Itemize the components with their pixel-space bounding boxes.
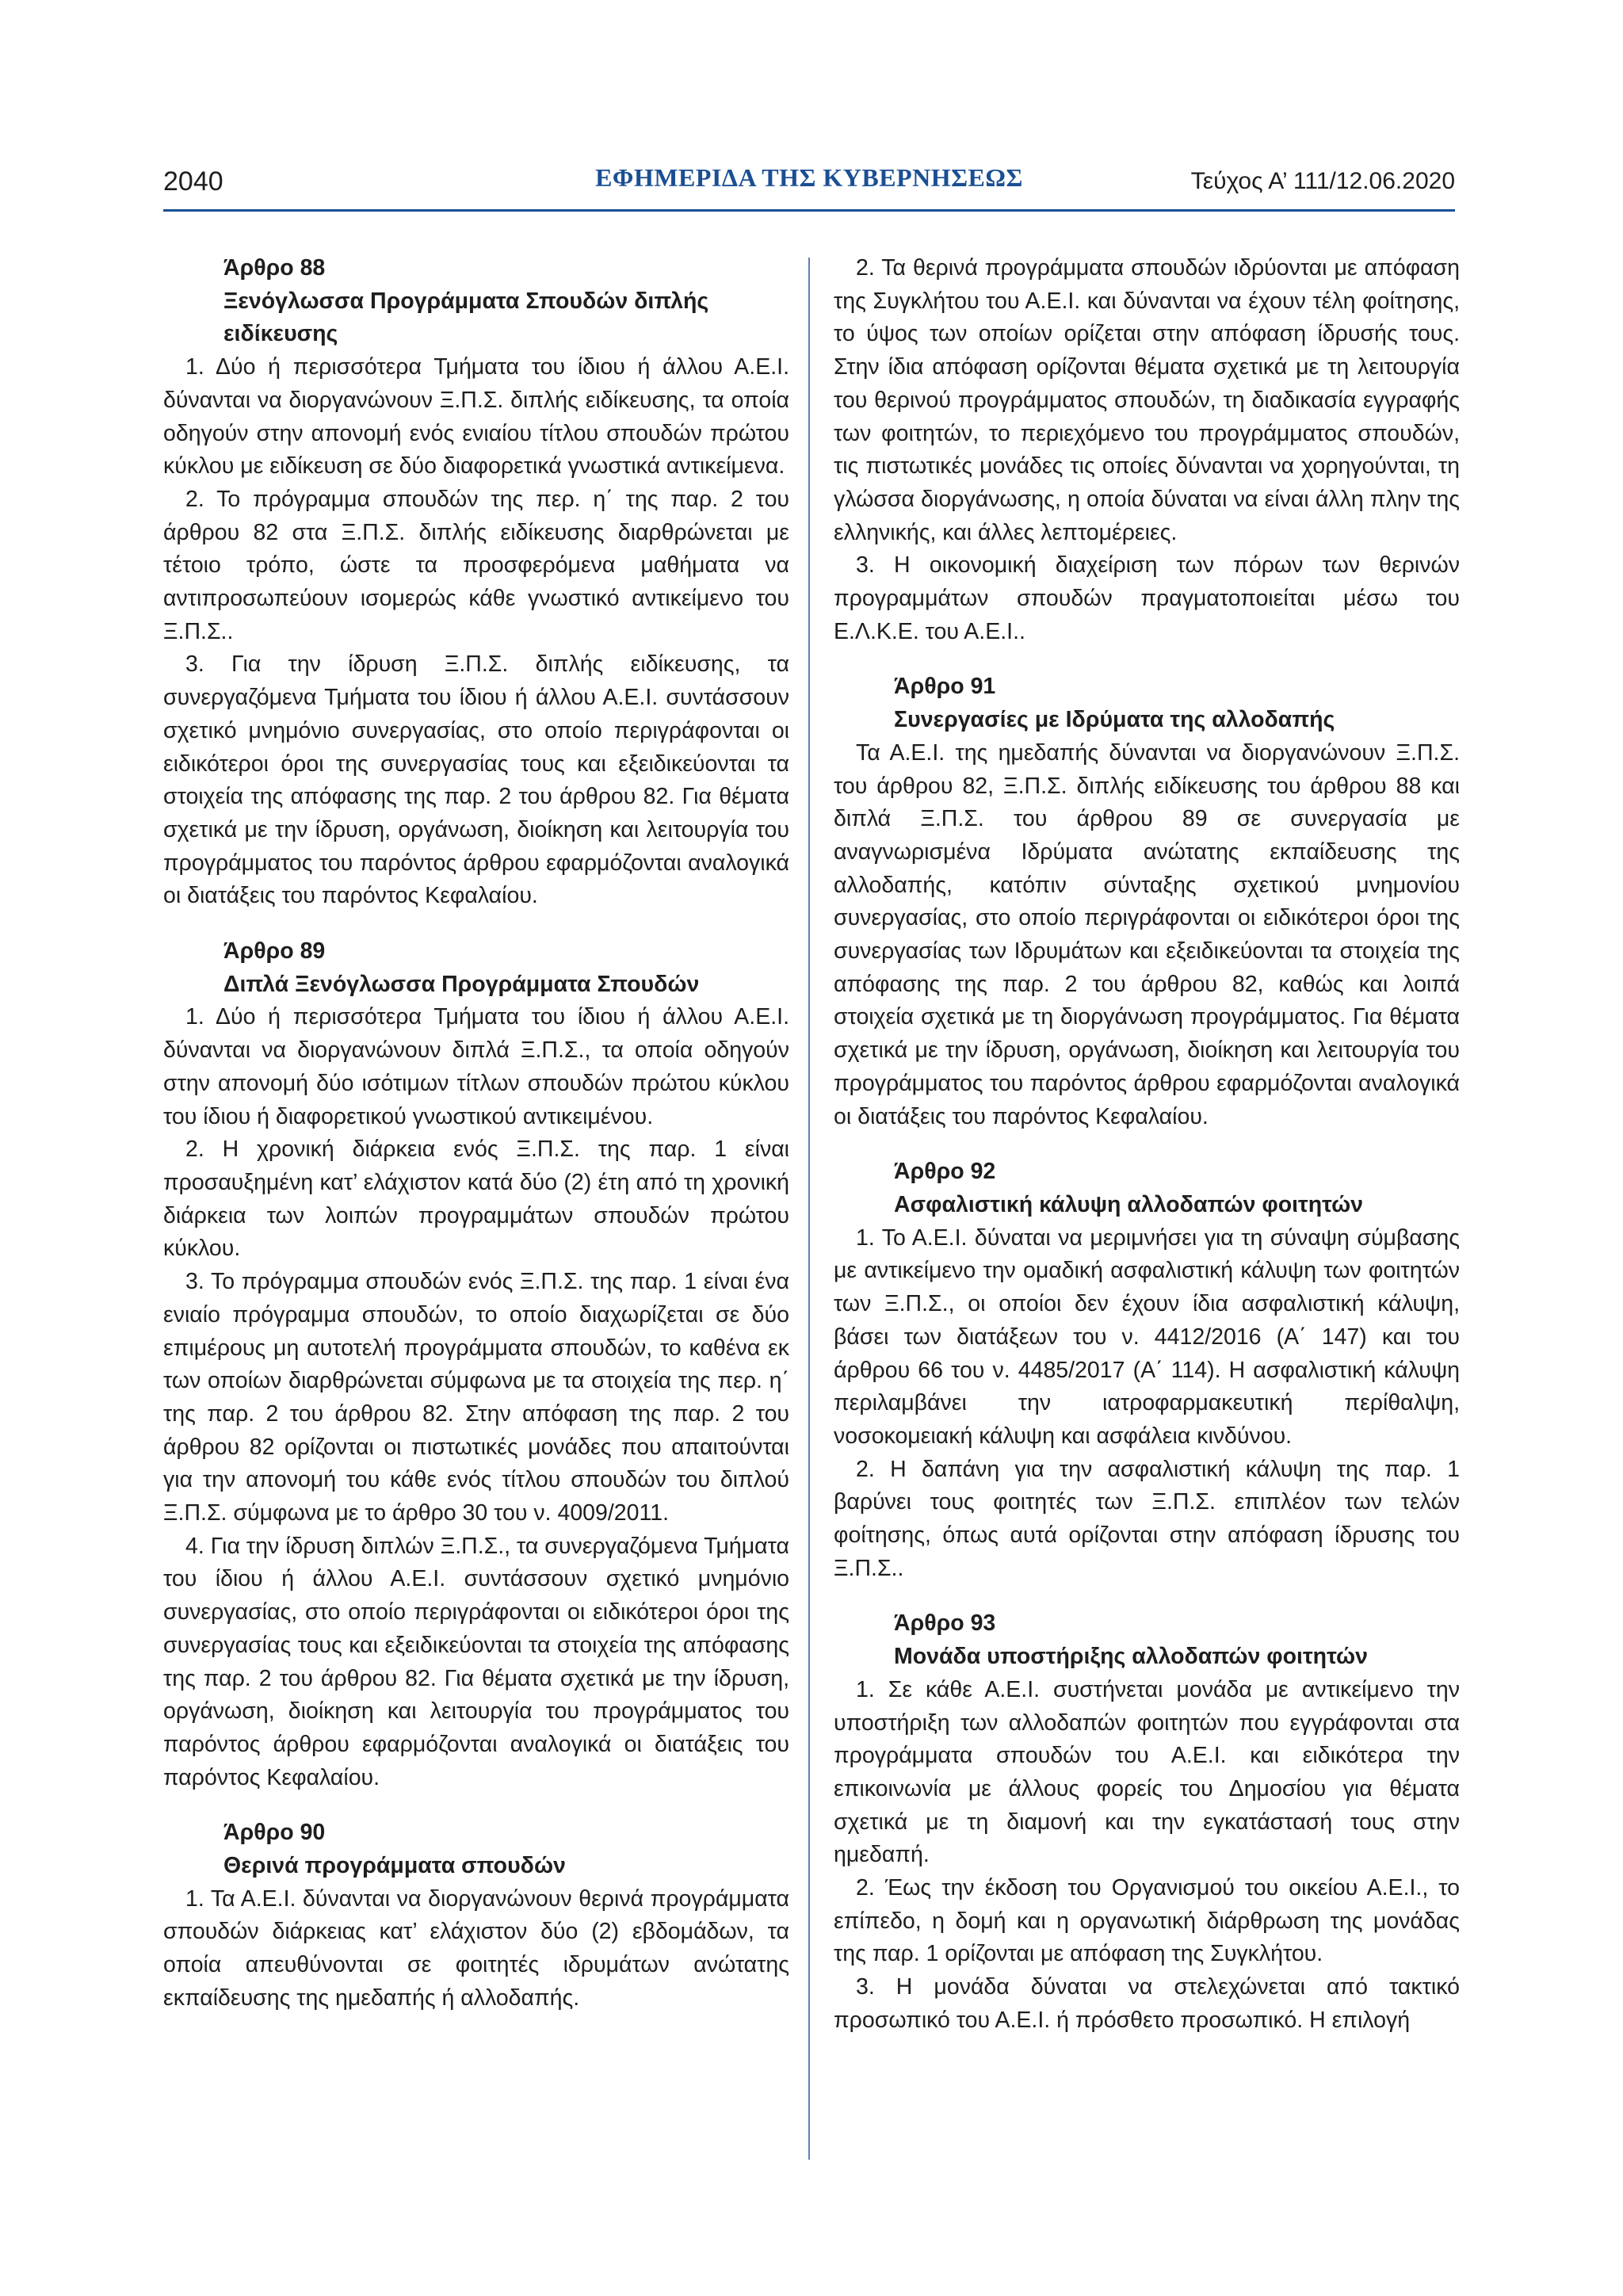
left-column — [163, 252, 789, 2015]
article-92 — [834, 1156, 1460, 1585]
article-title: Μονάδα υποστήριξης αλλοδαπών φοιτητών — [894, 1644, 1368, 1670]
paragraph: 3. Το πρόγραμμα σπουδών ενός Ξ.Π.Σ. της παρ. 1 είναι ένα ενιαίο πρόγραμμα σπουδών, το οποίο διαχωρίζεται σε δύο επιμέρους μη αυτοτελή προγράμματα σπουδών, το καθένα εκ των οποίων διαρθρώνεται σύμφωνα με τα στοιχεία της περ. η΄ της παρ. 2 του άρθρου 82. Στην απόφαση της παρ. 2 του άρθρου 82 ορίζονται οι πιστωτικές μονάδες που απαιτούνται για την απονομή του κάθε ενός τίτλου σπουδών του διπλού Ξ.Π.Σ. σύμφωνα με το άρθρο 30 του ν. 4009/2011. — [163, 1269, 789, 1526]
paragraph: 1. Τα Α.Ε.Ι. δύνανται να διοργανώνουν θερινά προγράμματα σπουδών διάρκειας κατ’ ελάχιστον δύο (2) εβδομάδων, τα οποία απευθύνονται σε φοιτητές ιδρυμάτων ανώτατης εκπαίδευσης της ημεδαπής ή αλλοδαπής. — [163, 1885, 789, 2011]
article-number: Άρθρο 89 — [223, 938, 326, 965]
article-title: Θερινά προγράμματα σπουδών — [223, 1853, 566, 1879]
article-93 — [834, 1607, 1460, 2037]
paragraph: 1. Δύο ή περισσότερα Τμήματα του ίδιου ή άλλου Α.Ε.Ι. δύνανται να διοργανώνουν Ξ.Π.Σ. διπλής ειδίκευσης, τα οποία οδηγούν στην απονομή ενός ενιαίου τίτλου σπουδών πρώτου κύκλου με ειδίκευση σε δύο διαφορετικά γνωστικά αντικείμενα. — [163, 354, 789, 479]
article-title: Ασφαλιστική κάλυψη αλλοδαπών φοιτητών — [894, 1191, 1364, 1217]
article-title: Ξενόγλωσσα Προγράμματα Σπουδών διπλής ειδίκευσης — [223, 288, 709, 347]
gazette-title: ΕΦΗΜΕΡΙΔΑ ΤΗΣ ΚΥΒΕΡΝΗΣΕΩΣ — [595, 163, 1023, 192]
paragraph: 3. Για την ίδρυση Ξ.Π.Σ. διπλής ειδίκευσης, τα συνεργαζόμενα Τμήματα του ίδιου ή άλλου Α.Ε.Ι. συντάσσουν σχετικό μνημόνιο συνεργασίας, στο οποίο περιγράφονται οι ειδικότεροι όροι της συνεργασίας τους και εξειδικεύονται τα στοιχεία της απόφασης της παρ. 2 του άρθρου 82. Για θέματα σχετικά με την ίδρυση, οργάνωση, διοίκηση και λειτουργία του προγράμματος του παρόντος άρθρου εφαρμόζονται αναλογικά οι διατάξεις του παρόντος Κεφαλαίου. — [163, 651, 789, 909]
article-number: Άρθρο 93 — [894, 1610, 996, 1637]
right-column — [834, 252, 1460, 2038]
article-number: Άρθρο 88 — [223, 255, 326, 281]
paragraph: 3. Η μονάδα δύναται να στελεχώνεται από τακτικό προσωπικό του Α.Ε.Ι. ή πρόσθετο προσωπικό. Η επιλογή — [834, 1974, 1460, 2033]
article-91 — [834, 670, 1460, 1133]
page-header — [163, 155, 1455, 211]
paragraph: 1. Δύο ή περισσότερα Τμήματα του ίδιου ή άλλου Α.Ε.Ι. δύνανται να διοργανώνουν διπλά Ξ.Π.Σ., τα οποία οδηγούν στην απονομή δύο ισότιμων τίτλων σπουδών πρώτου κύκλου του ίδιου ή διαφορετικού γνωστικού αντικειμένου. — [163, 1004, 789, 1129]
article-90 — [163, 1817, 789, 2015]
paragraph: 3. Η οικονομική διαχείριση των πόρων των θερινών προγραμμάτων σπουδών πραγματοποιείται μέσω του Ε.Λ.Κ.Ε. του Α.Ε.Ι.. — [834, 552, 1460, 644]
article-title: Διπλά Ξενόγλωσσα Προγράμματα Σπουδών — [223, 971, 700, 997]
column-divider — [808, 258, 810, 2160]
paragraph: 1. Το Α.Ε.Ι. δύναται να μεριμνήσει για τη σύναψη σύμβασης με αντικείμενο την ομαδική ασφαλιστική κάλυψη των φοιτητών των Ξ.Π.Σ., οι οποίοι δεν έχουν ίδια ασφαλιστική κάλυψη, βάσει των διατάξεων του ν. 4412/2016 (Α΄ 147) και του άρθρου 66 του ν. 4485/2017 (Α΄ 114). Η ασφαλιστική κάλυψη περιλαμβάνει την ιατροφαρμακευτική περίθαλψη, νοσοκομειακή κάλυψη και ασφάλεια κινδύνου. — [834, 1224, 1460, 1449]
paragraph: 2. Το πρόγραμμα σπουδών της περ. η΄ της παρ. 2 του άρθρου 82 στα Ξ.Π.Σ. διπλής ειδίκευσης διαρθρώνεται με τέτοιο τρόπο, ώστε τα προσφερόμενα μαθήματα να αντιπροσωπεύουν ισομερώς κάθε γνωστικό αντικείμενο του Ξ.Π.Σ.. — [163, 486, 789, 644]
header-rule — [163, 209, 1455, 212]
article-90-continued — [834, 252, 1460, 648]
paragraph: 2. Τα θερινά προγράμματα σπουδών ιδρύονται με απόφαση της Συγκλήτου του Α.Ε.Ι. και δύνανται να έχουν τέλη φοίτησης, το ύψος των οποίων ορίζεται στην απόφαση ίδρυσής τους. Στην ίδια απόφαση ορίζονται θέματα σχετικά με τη λειτουργία του θερινού προγράμματος σπουδών, τη διαδικασία εγγραφής των φοιτητών, το περιεχόμενο του προγράμματος σπουδών, τις πιστωτικές μονάδες τις οποίες δύνανται να χορηγούνται, τη γλώσσα διοργάνωσης, η οποία δύναται να είναι άλλη πλην της ελληνικής, και άλλες λεπτομέρειες. — [834, 255, 1460, 545]
article-number: Άρθρο 90 — [223, 1820, 326, 1846]
issue-label: Τεύχος Α’ 111/12.06.2020 — [1190, 168, 1455, 194]
article-number: Άρθρο 92 — [894, 1159, 996, 1185]
article-title: Συνεργασίες με Ιδρύματα της αλλοδαπής — [894, 707, 1335, 733]
article-88 — [163, 252, 789, 913]
paragraph: 2. Η χρονική διάρκεια ενός Ξ.Π.Σ. της παρ. 1 είναι προσαυξημένη κατ’ ελάχιστον κατά δύο (2) έτη από τη χρονική διάρκεια των λοιπών προγραμμάτων σπουδών πρώτου κύκλου. — [163, 1137, 789, 1262]
paragraph: 2. Έως την έκδοση του Οργανισμού του οικείου Α.Ε.Ι., το επίπεδο, η δομή και η οργανωτική διάρθρωση της μονάδας της παρ. 1 ορίζονται με απόφαση της Συγκλήτου. — [834, 1875, 1460, 1967]
article-89 — [163, 935, 789, 1794]
page-number: 2040 — [163, 166, 223, 197]
paragraph: 1. Σε κάθε Α.Ε.Ι. συστήνεται μονάδα με αντικείμενο την υποστήριξη των αλλοδαπών φοιτητών που εγγράφονται στα προγράμματα σπουδών του Α.Ε.Ι. και ειδικότερα την επικοινωνία με άλλους φορείς του Δημοσίου για θέματα σχετικά με τη διαμονή και την εγκατάστασή τους στην ημεδαπή. — [834, 1676, 1460, 1868]
paragraph: 2. Η δαπάνη για την ασφαλιστική κάλυψη της παρ. 1 βαρύνει τους φοιτητές των Ξ.Π.Σ. επιπλέον των τελών φοίτησης, όπως αυτά ορίζονται στην απόφαση ίδρυσης του Ξ.Π.Σ.. — [834, 1456, 1460, 1581]
article-number: Άρθρο 91 — [894, 674, 996, 700]
paragraph: 4. Για την ίδρυση διπλών Ξ.Π.Σ., τα συνεργαζόμενα Τμήματα του ίδιου ή άλλου Α.Ε.Ι. συντάσσουν σχετικό μνημόνιο συνεργασίας, στο οποίο περιγράφονται οι ειδικότεροι όροι της συνεργασίας τους και εξειδικεύονται τα στοιχεία της απόφασης της παρ. 2 του άρθρου 82. Για θέματα σχετικά με την ίδρυση, οργάνωση, διοίκηση και λειτουργία του προγράμματος του παρόντος άρθρου εφαρμόζονται αναλογικά οι διατάξεις του παρόντος Κεφαλαίου. — [163, 1533, 789, 1790]
paragraph: Τα Α.Ε.Ι. της ημεδαπής δύνανται να διοργανώνουν Ξ.Π.Σ. του άρθρου 82, Ξ.Π.Σ. διπλής ειδίκευσης του άρθρου 88 και διπλά Ξ.Π.Σ. του άρθρου 89 σε συνεργασία με αναγνωρισμένα Ιδρύματα ανώτατης εκπαίδευσης της αλλοδαπής, κατόπιν σύνταξης σχετικού μνημονίου συνεργασίας, στο οποίο περιγράφονται οι ειδικότεροι όροι της συνεργασίας των Ιδρυμάτων και εξειδικεύονται τα στοιχεία της απόφασης της παρ. 2 του άρθρου 82, καθώς και λοιπά στοιχεία σχετικά με τη διοργάνωση προγράμματος. Για θέματα σχετικά με την ίδρυση, οργάνωση, διοίκηση και λειτουργία του προγράμματος του παρόντος άρθρου εφαρμόζονται αναλογικά οι διατάξεις του παρόντος Κεφαλαίου. — [834, 739, 1460, 1129]
